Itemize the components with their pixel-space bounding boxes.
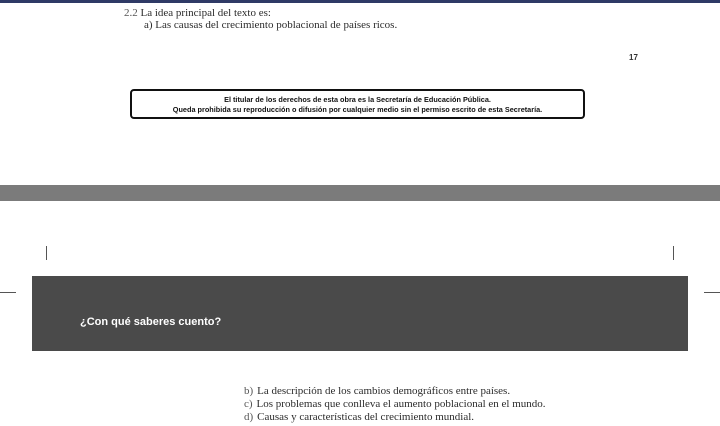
option-text: La descripción de los cambios demográficos entre países. [257, 385, 511, 397]
crop-mark [704, 292, 720, 293]
question-block [124, 7, 397, 31]
copyright-line-2: Queda prohibida su reproducción o difusión por cualquier medio sin el permiso escrito de esta Secretaría. [172, 105, 543, 114]
copyright-line-1: El titular de los derechos de esta obra es la Secretaría de Educación Pública. [224, 95, 491, 104]
options-list [244, 385, 546, 424]
question-number: 2.2 [124, 7, 138, 19]
answer-option-a [124, 19, 397, 31]
page-number: 17 [629, 53, 638, 62]
option-text: Causas y características del crecimiento mundial. [257, 411, 475, 423]
option-d [244, 411, 546, 424]
option-letter: b) [244, 385, 254, 397]
section-title: ¿Con qué saberes cuento? [80, 316, 222, 328]
option-letter: a) [144, 19, 153, 31]
crop-mark [0, 292, 16, 293]
option-text: Los problemas que conlleva el aumento poblacional en el mundo. [256, 398, 546, 410]
option-letter: d) [244, 411, 254, 423]
question-text: La idea principal del texto es: [140, 7, 271, 19]
option-b [244, 385, 546, 398]
top-edge-bar [0, 0, 720, 3]
option-letter: c) [244, 398, 253, 410]
crop-mark [46, 246, 47, 260]
option-c [244, 398, 546, 411]
option-text: Las causas del crecimiento poblacional de países ricos. [155, 19, 398, 31]
copyright-notice [130, 89, 585, 119]
section-banner [32, 276, 688, 351]
crop-mark [673, 246, 674, 260]
page-divider [0, 185, 720, 201]
